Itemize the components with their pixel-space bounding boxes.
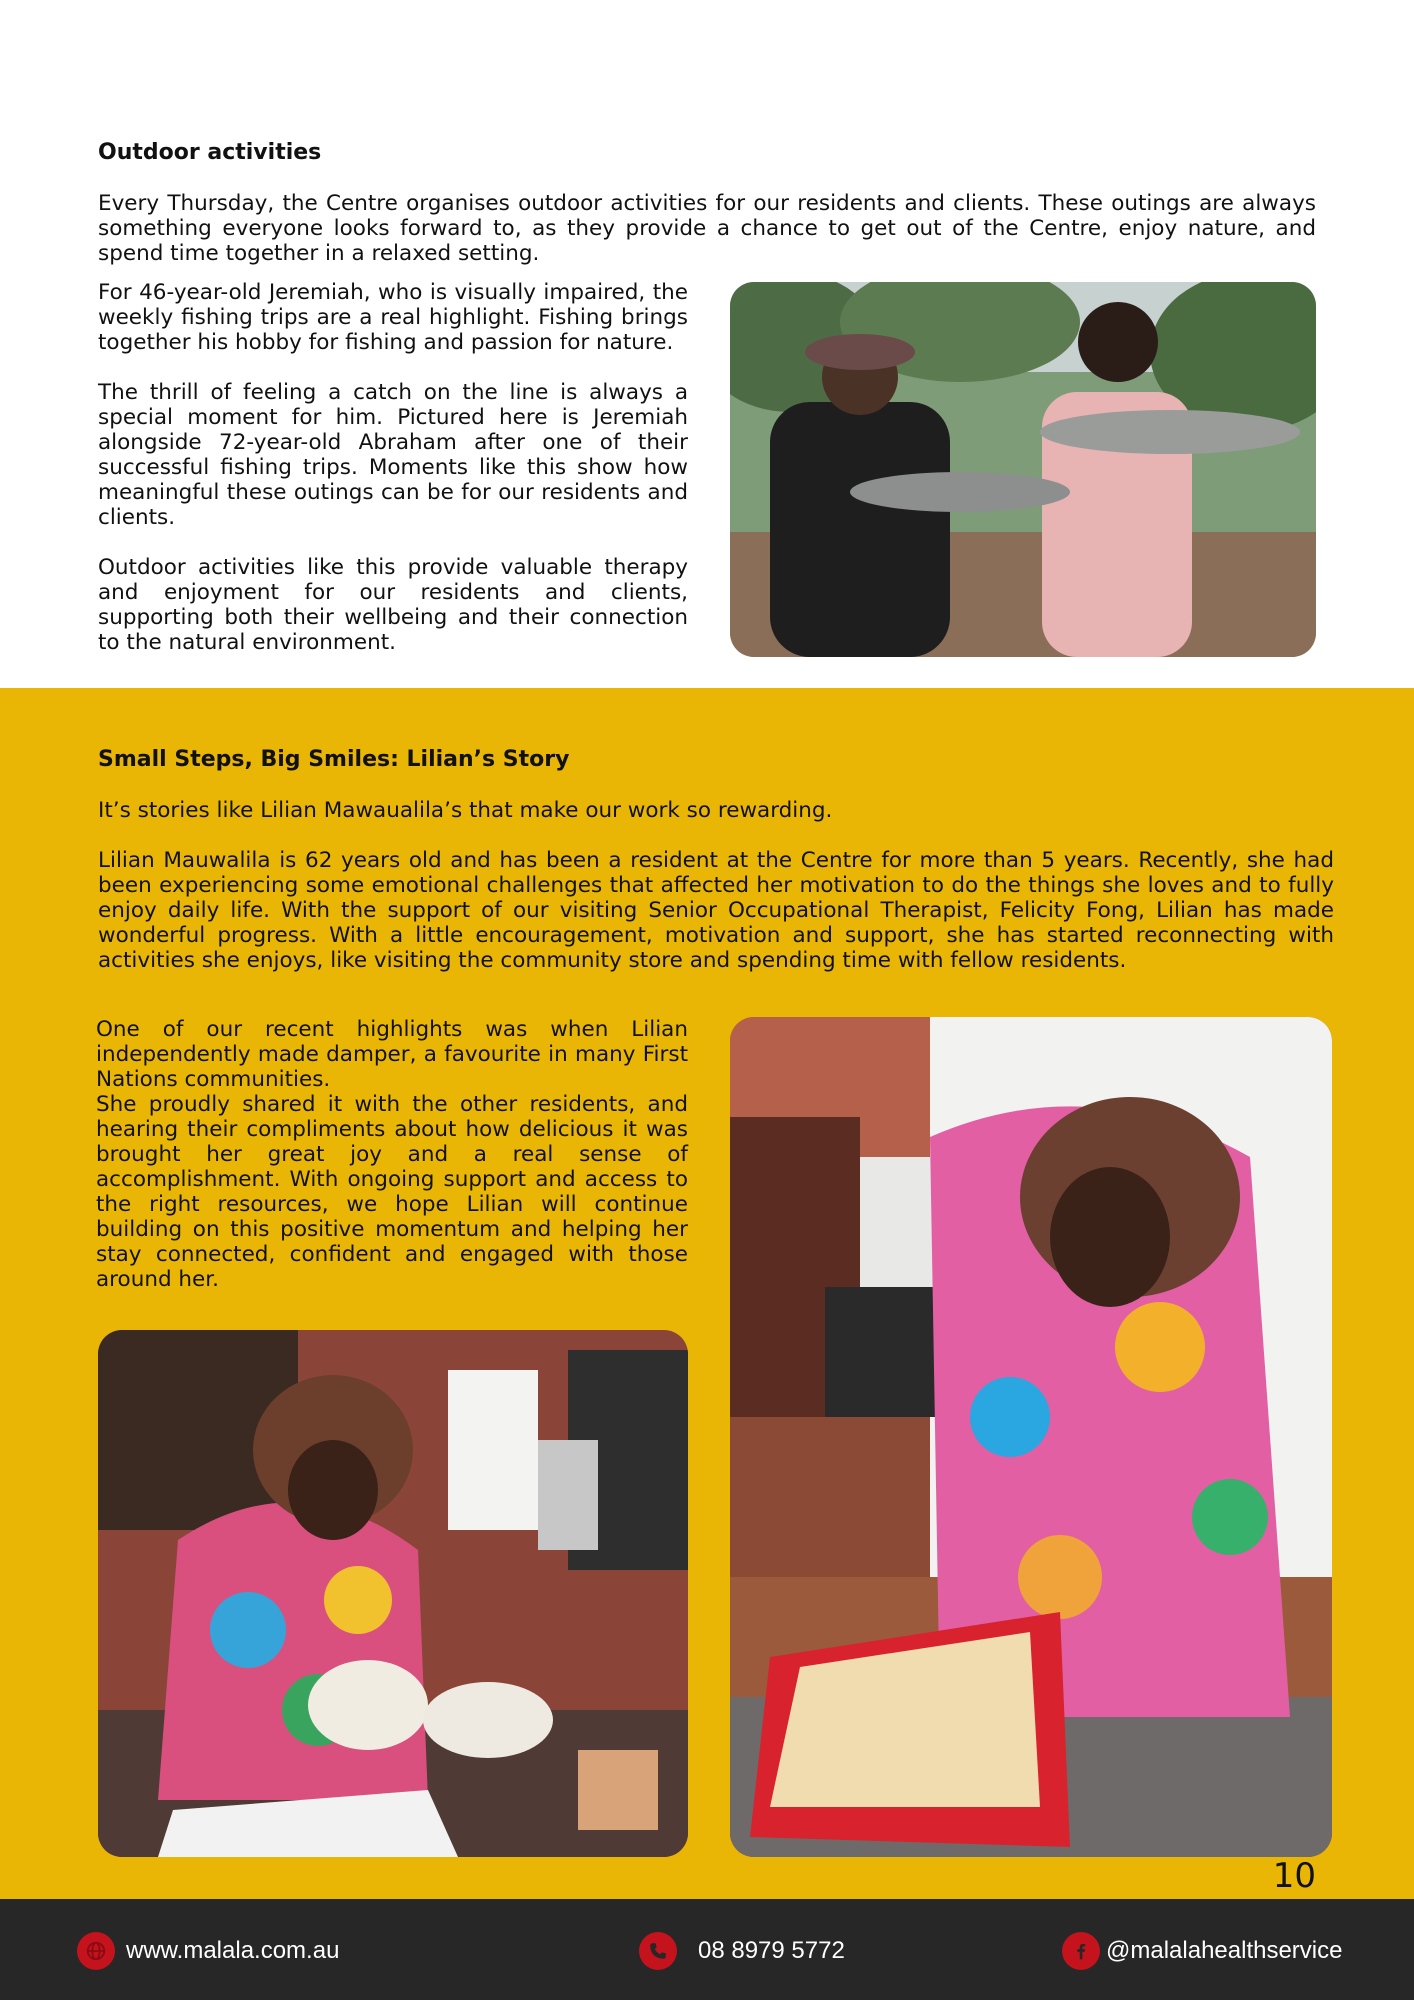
globe-icon [77,1932,115,1970]
lilian-story-heading: Small Steps, Big Smiles: Lilian’s Story [98,747,570,772]
outdoor-therapy-paragraph: Outdoor activities like this provide valuable therapy and enjoyment for our residents and clients, supporting both their wellbeing and their connection to the natural environment. [98,555,688,655]
lilian-intro-paragraph: It’s stories like Lilian Mawaualila’s that make our work so rewarding. [98,798,833,823]
facebook-icon [1062,1932,1100,1970]
fishing-photo [730,282,1316,657]
lilian-background-paragraph: Lilian Mauwalila is 62 years old and has been a resident at the Centre for more than 5 years. Recently, she had been experiencing some emotional challenges that affected her motivation to do the things she loves and to fully enjoy daily life. With the support of our visiting Senior Occupational Therapist, Felicity Fong, Lilian has made wonderful progress. With a little encouragement, motivation and support, she has started reconnecting with activities she enjoys, like visiting the community store and spending time with fellow residents. [98,848,1334,973]
shared-damper-paragraph: She proudly shared it with the other residents, and hearing their compliments about how delicious it was brought her great joy and a real sense of accomplishment. With ongoing support and access to the right resources, we hope Lilian will continue building on this positive momentum and helping her stay connected, confident and engaged with those around her. [96,1092,688,1292]
footer-website[interactable] [77,1931,339,1971]
social-handle: @malalahealthservice [1106,1937,1343,1964]
outdoor-activities-heading: Outdoor activities [98,140,322,165]
phone-icon [639,1932,677,1970]
footer-social[interactable] [1062,1931,1342,1971]
page-number: 10 [1272,1856,1316,1896]
damper-tray-photo [730,1017,1332,1857]
website-url: www.malala.com.au [126,1937,340,1964]
footer-phone[interactable] [639,1931,845,1971]
damper-highlight-paragraph: One of our recent highlights was when Lilian independently made damper, a favourite in many First Nations communities. [96,1017,688,1092]
phone-number: 08 8979 5772 [698,1937,845,1964]
jeremiah-paragraph: For 46-year-old Jeremiah, who is visually impaired, the weekly fishing trips are a real highlight. Fishing brings together his hobby for fishing and passion for nature. [98,280,688,355]
damper-making-photo [98,1330,688,1857]
fishing-trip-paragraph: The thrill of feeling a catch on the line is always a special moment for him. Pictured here is Jeremiah alongside 72-year-old Abraham after one of their successful fishing trips. Moments like this show how meaningful these outings can be for our residents and clients. [98,380,688,530]
outdoor-intro-paragraph: Every Thursday, the Centre organises outdoor activities for our residents and clients. These outings are always something everyone looks forward to, as they provide a chance to get out of the Centre, enjoy nature, and spend time together in a relaxed setting. [98,191,1316,266]
